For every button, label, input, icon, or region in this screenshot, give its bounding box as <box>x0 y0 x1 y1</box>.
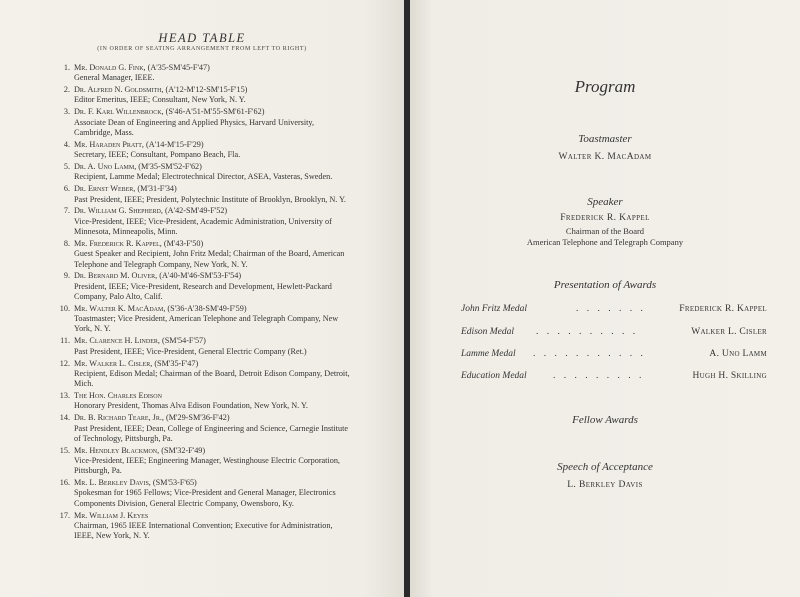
item-description: Recipient, Lamme Medal; Electrotechnical Director, ASEA, Vasteras, Sweden. <box>74 172 333 182</box>
item-number: 2. <box>63 85 70 95</box>
item-grade: (A'40-M'46-SM'53-F'54) <box>159 271 242 281</box>
head-table-item <box>52 391 352 412</box>
item-grade: (S'36-A'38-SM'49-F'59) <box>167 303 247 313</box>
head-table-item <box>52 184 352 205</box>
item-number: 17. <box>59 510 70 520</box>
item-name: Mr. Donald G. Fink, <box>74 63 146 72</box>
item-description: General Manager, IEEE. <box>74 73 155 83</box>
item-number: 15. <box>59 445 70 455</box>
head-table-item <box>52 107 352 138</box>
item-name: The Hon. Charles Edison <box>74 391 162 401</box>
head-table-item <box>52 63 352 84</box>
item-name: Mr. Clarence H. Linder, <box>74 336 160 346</box>
item-number: 7. <box>63 206 70 216</box>
speaker-heading: Speaker <box>587 196 623 208</box>
item-name: Dr. F. Karl Willenbrock, <box>74 107 164 117</box>
item-grade: (A'42-SM'49-F'52) <box>164 206 228 216</box>
item-description: Honorary President, Thomas Alva Edison Foundation, New York, N. Y. <box>74 401 308 411</box>
award-name: John Fritz Medal <box>461 304 527 314</box>
head-table-item <box>52 511 352 542</box>
item-name: Dr. William G. Shepherd, <box>74 206 163 216</box>
item-number: 11. <box>60 336 70 346</box>
head-table-item <box>52 85 352 106</box>
item-grade: (SM'35-F'47) <box>154 358 199 368</box>
awards-heading: Presentation of Awards <box>553 279 657 291</box>
speaker-title: Chairman of the Board <box>565 226 645 236</box>
item-number: 10. <box>59 303 70 313</box>
item-name: Dr. Alfred N. Goldsmith, <box>74 85 164 95</box>
head-table-item <box>52 206 352 237</box>
fellow-awards-heading: Fellow Awards <box>572 414 638 426</box>
award-name: Lamme Medal <box>461 349 516 359</box>
item-name: Mr. L. Berkley Davis, <box>74 478 151 488</box>
head-table-list <box>52 63 352 543</box>
item-name: Dr. Bernard M. Oliver, <box>74 271 158 281</box>
item-name: Mr. Frederick R. Kappel, <box>74 238 162 248</box>
speaker-company: American Telephone and Telegraph Company <box>526 237 684 247</box>
item-number: 9. <box>63 271 70 281</box>
item-grade: (M'43-F'50) <box>163 238 204 248</box>
item-number: 4. <box>63 139 70 149</box>
item-description: Past President, IEEE; President, Polytechnic Institute of Brooklyn, Brooklyn, N. Y. <box>74 194 346 204</box>
speaker-name: Frederick R. Kappel <box>560 213 650 223</box>
item-description: Vice-President, IEEE; Vice-President, Academic Administration, University of Minnesota, Minneapolis, Minn. <box>74 216 332 237</box>
item-grade: (M'29-SM'36-F'42) <box>166 413 230 423</box>
item-number: 8. <box>63 238 70 248</box>
item-name: Dr. Ernst Weber, <box>74 184 136 194</box>
item-number: 14. <box>59 413 70 423</box>
item-description: Editor Emeritus, IEEE; Consultant, New York, N. Y. <box>74 95 246 105</box>
item-description: Recipient, Edison Medal; Chairman of the Board, Detroit Edison Company, Detroit, Mich. <box>74 368 350 389</box>
toastmaster-name: Walter K. MacAdam <box>558 152 652 162</box>
item-description: Secretary, IEEE; Consultant, Pompano Beach, Fla. <box>74 150 241 160</box>
item-name: Dr. B. Richard Teare, Jr., <box>74 413 164 423</box>
award-recipient: Walker L. Cisler <box>691 327 767 337</box>
award-row <box>461 349 767 363</box>
leader-dots: . . . . . . . . . . . <box>533 349 646 359</box>
item-description: Associate Dean of Engineering and Applied Physics, Harvard University, Cambridge, Mass. <box>74 117 315 137</box>
item-grade: (A'35-SM'45-F'47) <box>147 63 210 72</box>
item-description: President, IEEE; Vice-President, Research and Development, Hewlett-Packard Company, Palo Alto, Calif. <box>74 281 332 301</box>
item-number: 1. <box>63 63 70 72</box>
item-name: Dr. A. Uno Lamm, <box>74 162 137 172</box>
item-grade: (S'46-A'51-M'55-SM'61-F'62) <box>165 107 265 117</box>
award-recipient: A. Uno Lamm <box>709 349 767 359</box>
award-recipient: Frederick R. Kappel <box>679 304 767 314</box>
item-description: Guest Speaker and Recipient, John Fritz Medal; Chairman of the Board, American Telephone and Telegraph Company, New York, N. Y. <box>74 249 345 269</box>
item-name: Mr. Haraden Pratt, <box>74 139 144 149</box>
head-table-item <box>52 271 352 302</box>
award-name: Edison Medal <box>461 327 515 337</box>
acceptance-speaker-name: L. Berkley Davis <box>567 480 643 490</box>
item-name: Mr. Walker L. Cisler, <box>74 358 153 368</box>
award-name: Education Medal <box>461 371 527 381</box>
item-number: 3. <box>63 107 70 117</box>
item-grade: (A'14-M'15-F'29) <box>145 139 204 149</box>
head-table-item <box>52 336 352 357</box>
item-description: Past President, IEEE; Vice-President, General Electric Company (Ret.) <box>74 346 307 356</box>
item-grade: (M'31-F'34) <box>137 184 177 194</box>
item-name: Mr. Hendley Blackmon, <box>74 445 160 455</box>
item-number: 16. <box>59 478 70 488</box>
head-table-item <box>52 446 352 477</box>
head-table-title: HEAD TABLE <box>158 31 246 45</box>
item-grade: (SM'53-F'65) <box>152 478 197 488</box>
head-table-item <box>52 359 352 390</box>
program-title: Program <box>574 77 636 96</box>
item-number: 5. <box>63 162 70 172</box>
leader-dots: . . . . . . . . . <box>553 371 645 381</box>
head-table-subtitle: (IN ORDER OF SEATING ARRANGEMENT FROM LEFT TO RIGHT) <box>97 46 307 52</box>
head-table-item <box>52 140 352 161</box>
head-table-item <box>52 304 352 335</box>
award-recipient: Hugh H. Skilling <box>692 371 767 381</box>
item-description: Chairman, 1965 IEEE International Convention; Executive for Administration, IEEE, New York, N. Y. <box>74 520 333 541</box>
item-description: Spokesman for 1965 Fellows; Vice-President and General Manager, Electronics Components Division, General Electric Company, Owensboro, Ky. <box>74 488 336 508</box>
item-description: Toastmaster; Vice President, American Telephone and Telegraph Company, New York, N. Y. <box>74 314 339 334</box>
item-grade: (A'12-M'12-SM'15-F'15) <box>165 85 248 95</box>
award-row <box>461 327 767 341</box>
item-grade: (SM'32-F'49) <box>161 445 206 455</box>
leader-dots: . . . . . . . . . . <box>536 327 639 337</box>
head-table-item <box>52 413 352 444</box>
item-grade: (M'35-SM'52-F'62) <box>138 162 202 172</box>
head-table-item <box>52 478 352 509</box>
toastmaster-heading: Toastmaster <box>578 133 632 145</box>
award-row <box>461 304 767 318</box>
head-table-item <box>52 239 352 270</box>
item-number: 6. <box>63 184 70 194</box>
item-name: Mr. Walter K. MacAdam, <box>74 303 166 313</box>
head-table-item <box>52 162 352 183</box>
item-number: 13. <box>59 391 70 401</box>
item-description: Vice-President, IEEE; Engineering Manager, Westinghouse Electric Corporation, Pittsburgh, Pa. <box>74 456 340 476</box>
item-grade: (SM'54-F'57) <box>161 336 206 346</box>
item-description: Past President, IEEE; Dean, College of Engineering and Science, Carnegie Institute of Technology, Pittsburgh, Pa. <box>74 423 348 443</box>
leader-dots: . . . . . . . <box>576 304 646 314</box>
item-number: 12. <box>59 358 70 368</box>
award-row <box>461 371 767 385</box>
item-name: Mr. William J. Keyes <box>74 510 149 520</box>
acceptance-heading: Speech of Acceptance <box>557 461 653 473</box>
